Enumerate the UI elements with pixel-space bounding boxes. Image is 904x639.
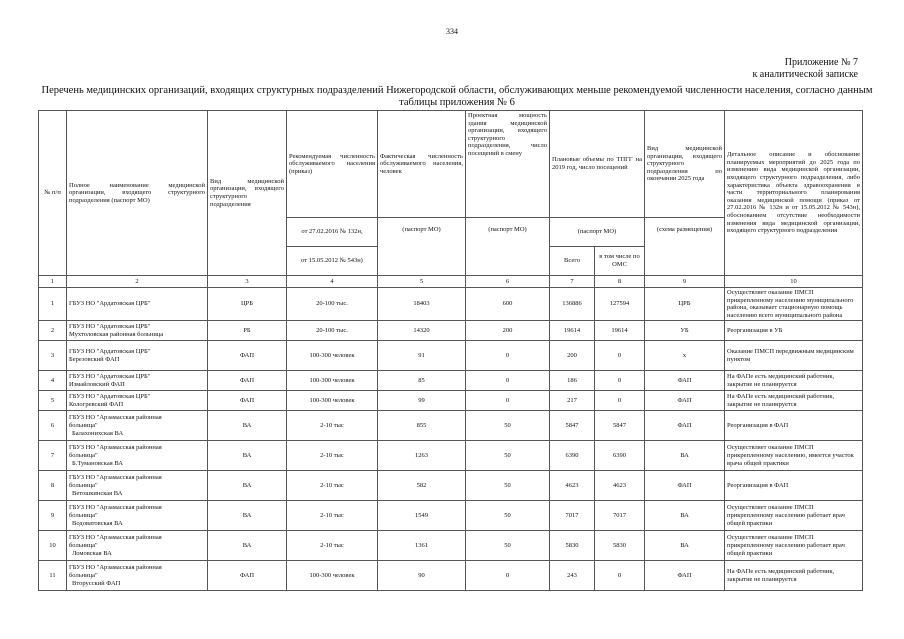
organization-name [67, 341, 208, 371]
capacity: 0 [466, 561, 550, 591]
header-num: № п/п [39, 111, 67, 276]
actual-population: 855 [378, 411, 466, 441]
document-title: Перечень медицинских организаций, входящих структурных подразделений Нижегородской области, обслуживающих меньше рекомендуемой численности населения, согласно данным таблицы приложения № 6 [41, 85, 873, 108]
organization-type: ВА [208, 441, 287, 471]
description: Осуществляет оказание ПМСП прикрепленному населению работает врач общей практики [725, 531, 863, 561]
col-num-10: 10 [725, 276, 863, 288]
row-number: 7 [39, 441, 67, 471]
col-num-9: 9 [645, 276, 725, 288]
capacity: 50 [466, 441, 550, 471]
recommended-population: 2-10 тыс [287, 471, 378, 501]
visits-total: 243 [550, 561, 595, 591]
organization-type: ВА [208, 531, 287, 561]
description: Реорганизация в УБ [725, 321, 863, 341]
actual-population: 91 [378, 341, 466, 371]
organization-name [67, 441, 208, 471]
row-number: 9 [39, 501, 67, 531]
description: Реорганизация в ФАП [725, 471, 863, 501]
header-order-2: от 15.05.2012 № 543н) [287, 247, 378, 276]
header-capacity: Проектная мощность здания медицинской организации, входящего структурного подразделения, число посещений в смену [466, 111, 550, 218]
appendix-line-1: Приложение № 7 [784, 57, 858, 68]
table-row [39, 441, 863, 471]
col-num-8: 8 [595, 276, 645, 288]
organization-name-line: больница" [69, 512, 98, 520]
appendix-label [752, 57, 858, 81]
table-row [39, 288, 863, 321]
table-row [39, 411, 863, 441]
row-number: 3 [39, 341, 67, 371]
organization-name-line: Мухтоловская районная больница [69, 330, 164, 338]
organization-type: ФАП [208, 561, 287, 591]
row-number: 8 [39, 471, 67, 501]
header-recommended: Рекомендуемая численность обслуживаемого населения (приказ) [287, 111, 378, 218]
capacity: 600 [466, 288, 550, 321]
organization-name [67, 501, 208, 531]
visits-total: 200 [550, 341, 595, 371]
organization-name [67, 371, 208, 391]
recommended-population: 100-300 человек [287, 561, 378, 591]
organization-name [67, 288, 208, 321]
recommended-population: 2-10 тыс [287, 531, 378, 561]
organization-name-line: ГБУЗ НО "Арзамасская районная [69, 504, 162, 512]
planned-type: ВА [645, 501, 725, 531]
col-num-1: 1 [39, 276, 67, 288]
organization-name [67, 561, 208, 591]
organization-name-line: ГБУЗ НО "Ардатовская ЦРБ" [69, 373, 151, 381]
col-num-5: 5 [378, 276, 466, 288]
organization-name [67, 471, 208, 501]
actual-population: 1263 [378, 441, 466, 471]
visits-total: 5847 [550, 411, 595, 441]
planned-type: ФАП [645, 391, 725, 411]
visits-oms: 0 [595, 561, 645, 591]
organization-type: ВА [208, 501, 287, 531]
actual-population: 1361 [378, 531, 466, 561]
header-total: Всего [550, 247, 595, 276]
capacity: 50 [466, 501, 550, 531]
capacity: 0 [466, 391, 550, 411]
recommended-population: 2-10 тыс [287, 441, 378, 471]
table-row [39, 321, 863, 341]
organization-name-line: ГБУЗ НО "Арзамасская районная [69, 414, 162, 422]
visits-oms: 127594 [595, 288, 645, 321]
visits-oms: 5847 [595, 411, 645, 441]
table-row [39, 371, 863, 391]
row-number: 1 [39, 288, 67, 321]
organization-name [67, 411, 208, 441]
planned-type: х [645, 341, 725, 371]
col-num-2: 2 [67, 276, 208, 288]
planned-type: УБ [645, 321, 725, 341]
visits-total: 4623 [550, 471, 595, 501]
header-row-1 [39, 111, 863, 218]
header-type: Вид медицинской организации, входящего структурного подразделения [208, 111, 287, 276]
recommended-population: 100-300 человек [287, 391, 378, 411]
capacity: 200 [466, 321, 550, 341]
header-oms: в том числе по ОМС [595, 247, 645, 276]
header-name: Полное наименование медицинской организации, входящего структурного подразделения (паспорт МО) [67, 111, 208, 276]
table-row [39, 501, 863, 531]
appendix-line-2: к аналитической записке [752, 69, 858, 80]
planned-type: ФАП [645, 371, 725, 391]
organization-name-line: ГБУЗ НО "Ардатовская ЦРБ" [69, 323, 151, 331]
header-passport-capacity: (паспорт МО) [466, 218, 550, 276]
recommended-population: 20-100 тыс. [287, 288, 378, 321]
header-actual: Фактическая численность обслуживаемого населения, человек [378, 111, 466, 218]
organization-name-line: Ломовская ВА [72, 549, 112, 557]
organization-type: ЦРБ [208, 288, 287, 321]
description: Осуществляет оказание ПМСП прикрепленному населению, имеется участок врача общей практики [725, 441, 863, 471]
recommended-population: 100-300 человек [287, 371, 378, 391]
organization-type: ФАП [208, 391, 287, 411]
capacity: 0 [466, 341, 550, 371]
visits-oms: 6390 [595, 441, 645, 471]
actual-population: 90 [378, 561, 466, 591]
description: На ФАПе есть медицинский работник, закрытие не планируется [725, 371, 863, 391]
recommended-population: 2-10 тыс [287, 501, 378, 531]
visits-oms: 0 [595, 341, 645, 371]
visits-total: 186 [550, 371, 595, 391]
organization-name-line: Ветошкинская ВА [72, 489, 123, 497]
visits-total: 217 [550, 391, 595, 411]
actual-population: 1549 [378, 501, 466, 531]
visits-total: 7017 [550, 501, 595, 531]
organization-name-line: Б.Тумановская ВА [72, 459, 123, 467]
medical-organizations-table [38, 110, 863, 591]
actual-population: 582 [378, 471, 466, 501]
row-number: 11 [39, 561, 67, 591]
capacity: 50 [466, 531, 550, 561]
organization-name-line: Измайловский ФАП [69, 380, 125, 388]
organization-name-line: Березовский ФАП [69, 355, 120, 363]
table-row [39, 391, 863, 411]
description: Осуществляет оказание ПМСП прикрепленному населению работает врач общей практики [725, 501, 863, 531]
capacity: 50 [466, 411, 550, 441]
organization-name-line: Водоватовская ВА [72, 519, 123, 527]
recommended-population: 100-300 человек [287, 341, 378, 371]
organization-name-line: Балахонихская ВА [72, 429, 124, 437]
organization-name-line: ГБУЗ НО "Арзамасская районная [69, 564, 162, 572]
organization-name-line: больница" [69, 482, 98, 490]
table-row [39, 561, 863, 591]
description: Реорганизация в ФАП [725, 411, 863, 441]
visits-oms: 0 [595, 371, 645, 391]
description: Оказание ПМСП передвижным медицинским пунктом [725, 341, 863, 371]
organization-name [67, 531, 208, 561]
organization-name [67, 321, 208, 341]
planned-type: ВА [645, 531, 725, 561]
organization-type: ВА [208, 411, 287, 441]
recommended-population: 2-10 тыс [287, 411, 378, 441]
visits-oms: 5830 [595, 531, 645, 561]
capacity: 50 [466, 471, 550, 501]
visits-total: 5830 [550, 531, 595, 561]
description: Осуществляет оказание ПМСП прикрепленному населению муниципального района, оказывает стационарную помощь населению всего муниципального района [725, 288, 863, 321]
page-number: 334 [446, 27, 458, 36]
planned-type: ФАП [645, 411, 725, 441]
column-number-row [39, 276, 863, 288]
recommended-population: 20-100 тыс. [287, 321, 378, 341]
organization-name-line: ГБУЗ НО "Ардатовская ЦРБ" [69, 300, 151, 308]
organization-name-line: ГБУЗ НО "Арзамасская районная [69, 534, 162, 542]
description: На ФАПе есть медицинский работник, закрытие не планируется [725, 561, 863, 591]
col-num-3: 3 [208, 276, 287, 288]
visits-total: 136886 [550, 288, 595, 321]
actual-population: 18403 [378, 288, 466, 321]
capacity: 0 [466, 371, 550, 391]
table-row [39, 531, 863, 561]
organization-name-line: Вторусский ФАП [72, 579, 121, 587]
table-row [39, 341, 863, 371]
visits-oms: 0 [595, 391, 645, 411]
visits-total: 19614 [550, 321, 595, 341]
actual-population: 85 [378, 371, 466, 391]
organization-type: РБ [208, 321, 287, 341]
table-row [39, 471, 863, 501]
organization-name-line: Кологревский ФАП [69, 400, 124, 408]
row-number: 10 [39, 531, 67, 561]
visits-total: 6390 [550, 441, 595, 471]
row-number: 4 [39, 371, 67, 391]
header-volumes: Плановые объемы по ТПГГ на 2019 год, число посещений [550, 111, 645, 218]
organization-type: ФАП [208, 371, 287, 391]
description: На ФАПе есть медицинский работник, закрытие не планируется [725, 391, 863, 411]
actual-population: 99 [378, 391, 466, 411]
row-number: 2 [39, 321, 67, 341]
organization-name-line: больница" [69, 572, 98, 580]
organization-name-line: ГБУЗ НО "Ардатовская ЦРБ" [69, 348, 151, 356]
header-planned-type: Вид медицинской организации, входящего структурного подразделения по окончании 2025 года [645, 111, 725, 218]
planned-type: ЦРБ [645, 288, 725, 321]
header-passport-volumes: (паспорт МО) [550, 218, 645, 247]
planned-type: ФАП [645, 471, 725, 501]
header-order-1: от 27.02.2016 № 132н, [287, 218, 378, 247]
col-num-4: 4 [287, 276, 378, 288]
actual-population: 14320 [378, 321, 466, 341]
organization-name-line: больница" [69, 452, 98, 460]
organization-name-line: больница" [69, 422, 98, 430]
col-num-7: 7 [550, 276, 595, 288]
organization-name-line: ГБУЗ НО "Арзамасская районная [69, 444, 162, 452]
header-passport-actual: (паспорт МО) [378, 218, 466, 276]
header-scheme: (схема размещения) [645, 218, 725, 276]
row-number: 6 [39, 411, 67, 441]
header-description: Детальное описание и обоснование планируемых мероприятий до 2025 года по изменению вида медицинской организации, входящего структурного подразделения, либо характеристика объекта здравоохранения в части территориального планирования оказания медицинской помощи (приказ от 27.02.2016 № 132н и от 15.05.2012 № 543н), обоснованием отсутствие необходимости изменения вида медицинской организации, входящего структурного подразделения [725, 111, 863, 276]
visits-oms: 7017 [595, 501, 645, 531]
organization-type: ВА [208, 471, 287, 501]
planned-type: ВА [645, 441, 725, 471]
col-num-6: 6 [466, 276, 550, 288]
organization-name-line: ГБУЗ НО "Арзамасская районная [69, 474, 162, 482]
visits-oms: 4623 [595, 471, 645, 501]
planned-type: ФАП [645, 561, 725, 591]
organization-name-line: ГБУЗ НО "Ардатовская ЦРБ" [69, 393, 151, 401]
organization-name [67, 391, 208, 411]
organization-name-line: больница" [69, 542, 98, 550]
organization-type: ФАП [208, 341, 287, 371]
row-number: 5 [39, 391, 67, 411]
visits-oms: 19614 [595, 321, 645, 341]
